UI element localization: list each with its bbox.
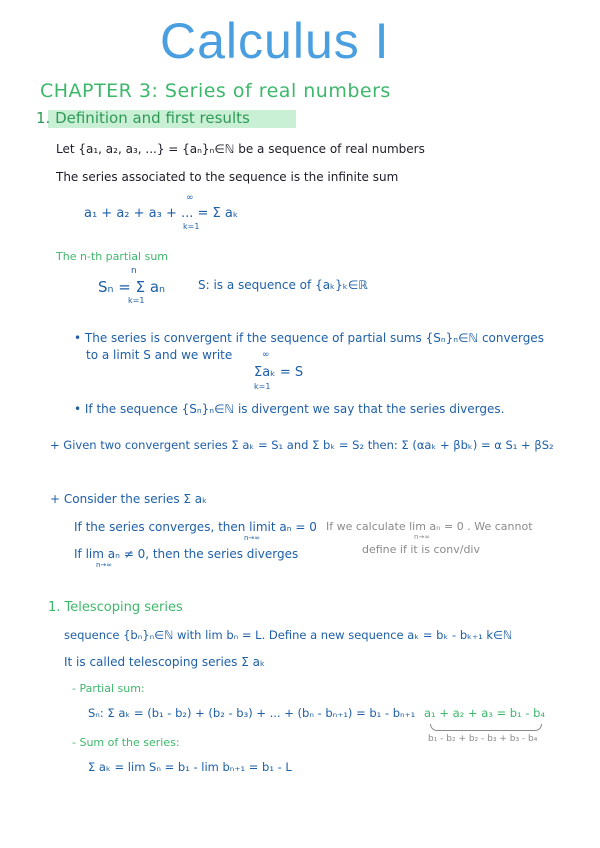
convergent-definition-cont: to a limit S and we write — [86, 348, 233, 362]
consider-series: + Consider the series Σ aₖ — [50, 492, 208, 506]
example-brace — [430, 724, 542, 731]
partial-sum-heading: - Partial sum: — [72, 682, 145, 695]
convergent-eq-lower: k=1 — [254, 382, 271, 391]
divergence-test: If lim aₙ ≠ 0, then the series diverges — [74, 547, 299, 561]
limit-subscript-2: n→∞ — [96, 561, 113, 569]
telescoping-definition: It is called telescoping series Σ aₖ — [64, 655, 266, 669]
example-sum: a₁ + a₂ + a₃ = b₁ - b₄ — [424, 706, 546, 720]
convergent-eq-upper: ∞ — [262, 350, 270, 360]
divergent-definition: • If the sequence {Sₙ}ₙ∈ℕ is divergent we say that the series diverges. — [74, 402, 505, 416]
series-definition: The series associated to the sequence is the infinite sum — [56, 170, 399, 184]
side-note: If we calculate lim aₙ = 0 . We cannot — [326, 520, 533, 533]
convergent-definition: • The series is convergent if the sequence of partial sums {Sₙ}ₙ∈ℕ converges — [74, 331, 544, 345]
section-heading-telescoping: 1. Telescoping series — [48, 600, 183, 615]
infinite-sum-formula: a₁ + a₂ + a₃ + ... = Σ aₖ — [84, 206, 239, 221]
partial-sum-note: S: is a sequence of {aₖ}ₖ∈ℝ — [198, 278, 368, 292]
linearity-property: + Given two convergent series Σ aₖ = S₁ and Σ bₖ = S₂ then: Σ (αaₖ + βbₖ) = α S₁ + βS₂ — [50, 438, 554, 452]
sequence-definition: Let {a₁, a₂, a₃, ...} = {aₙ}ₙ∈ℕ be a sequence of real numbers — [56, 142, 425, 156]
partial-sum-formula: Sₙ = Σ aₙ — [98, 278, 166, 296]
necessary-condition: If the series converges, then limit aₙ = 0 — [74, 520, 317, 534]
chapter-heading: CHAPTER 3: Series of real numbers — [40, 80, 391, 102]
section-heading-definition: 1. Definition and first results — [36, 109, 250, 127]
side-note-subscript: n→∞ — [414, 533, 431, 541]
limit-subscript-1: n→∞ — [244, 534, 261, 542]
example-expansion: b₁ - b₂ + b₂ - b₃ + b₃ - b₄ — [428, 734, 538, 744]
sum-of-series-heading: - Sum of the series: — [72, 736, 180, 749]
sum-lower-limit: k=1 — [183, 222, 200, 231]
sum-upper-limit: ∞ — [186, 193, 194, 203]
partial-sum-lower: k=1 — [128, 296, 145, 305]
page-title: Calculus I — [160, 13, 390, 69]
telescoping-partial-sum: Sₙ: Σ aₖ = (b₁ - b₂) + (b₂ - b₃) + ... + (bₙ - bₙ₊₁) = b₁ - bₙ₊₁ — [88, 706, 416, 720]
side-note-cont: define if it is conv/div — [362, 543, 481, 556]
partial-sum-label: The n-th partial sum — [56, 250, 169, 263]
partial-sum-upper: n — [131, 266, 137, 276]
sequence-statement: sequence {bₙ}ₙ∈ℕ with lim bₙ = L. Define a new sequence aₖ = bₖ - bₖ₊₁ k∈ℕ — [64, 628, 513, 642]
convergent-equation: Σaₖ = S — [254, 365, 304, 380]
telescoping-sum: Σ aₖ = lim Sₙ = b₁ - lim bₙ₊₁ = b₁ - L — [88, 760, 292, 774]
